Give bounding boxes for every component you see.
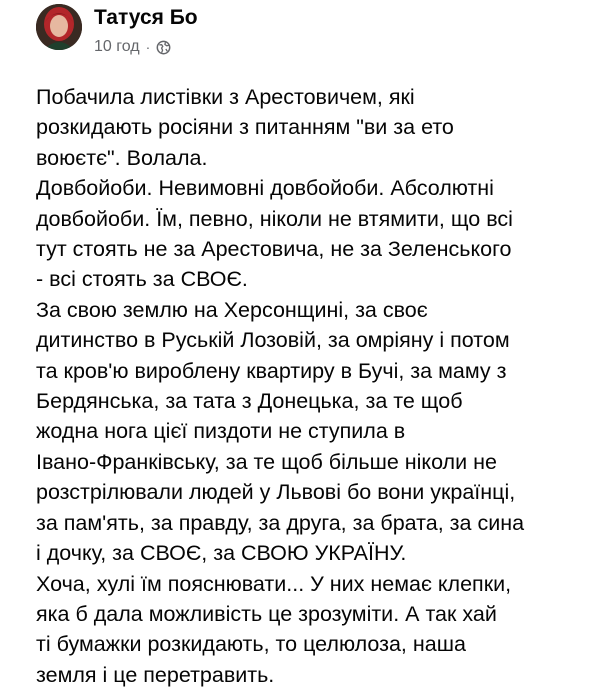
post-text-line: воюєтє". Волала. [36, 145, 208, 170]
post-timestamp[interactable]: 10 год [94, 38, 140, 55]
author-name[interactable]: Татуся Бо [94, 6, 198, 29]
post-text-line: тут стоять не за Арестовича, не за Зеленського [36, 237, 512, 262]
post-body [36, 82, 576, 690]
post-header [36, 4, 576, 56]
globe-icon[interactable] [156, 40, 171, 55]
post-text-line: за пам'ять, за правду, за друга, за брата, за сина [36, 510, 525, 535]
post-text-line: розстрілювали людей у Львові бо вони українці, [36, 480, 516, 505]
post-text-line: і дочку, за СВОЄ, за СВОЮ УКРАЇНУ. [36, 541, 407, 566]
post-text-line: розкидають росіяни з питанням "ви за ето [36, 115, 454, 140]
post-text-line: жодна нога цієї пиздоти не ступила в [36, 419, 406, 444]
post-text-line: Довбойоби. Невимовні довбойоби. Абсолютні [36, 176, 494, 201]
meta-separator: · [145, 39, 151, 55]
post-text-line: Хоча, хулі їм пояснювати... У них немає клепки, [36, 571, 512, 596]
post-text-line: ті бумажки розкидають, то целюлоза, наша [36, 632, 466, 657]
post-text-line: дитинство в Руській Лозовій, за омріяну і потом [36, 328, 510, 353]
post-text-line: яка б дала можливість це зрозуміти. А так хай [36, 601, 497, 626]
post-text-line: земля і це перетравить. [36, 662, 275, 687]
avatar-image [36, 4, 82, 50]
post-text-line: довбойоби. Їм, певно, ніколи не втямити, що всі [36, 206, 513, 231]
post-text-line: Бердянська, за тата з Донецька, за те щоб [36, 389, 463, 414]
post-text-line: Івано-Франківську, за те щоб більше ніколи не [36, 449, 497, 474]
avatar[interactable] [36, 4, 82, 50]
post-text-line: - всі стоять за СВОЄ. [36, 267, 248, 292]
post-text-line: Побачила листівки з Арестовичем, які [36, 85, 415, 109]
post-text-line: та кров'ю вироблену квартиру в Бучі, за маму з [36, 358, 507, 383]
post-meta [94, 38, 171, 56]
post-text-line: За свою землю на Херсонщині, за своє [36, 297, 428, 322]
